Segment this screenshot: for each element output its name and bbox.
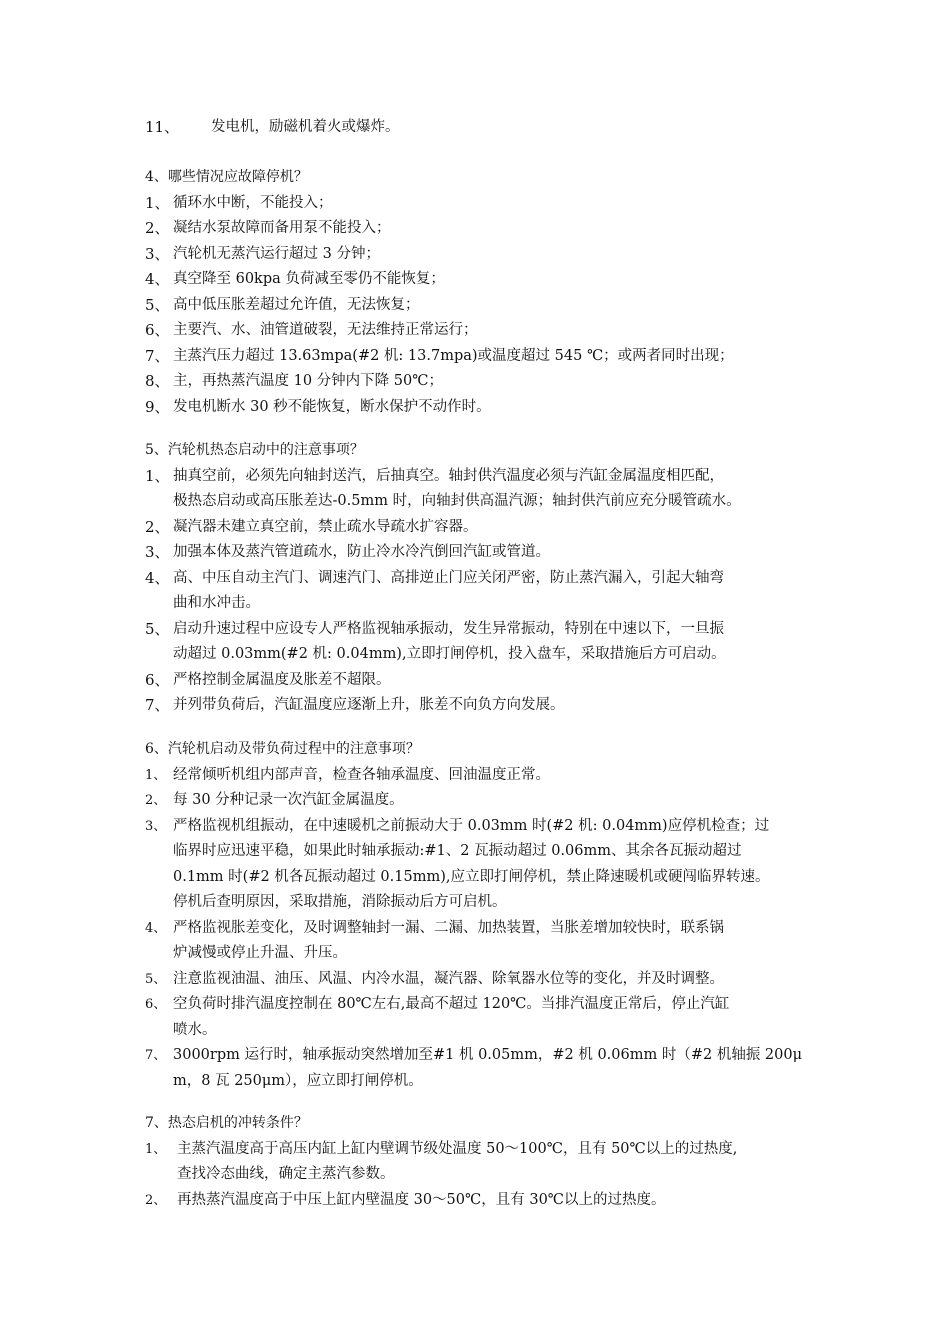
item-text-cont: 0.1mm 时(#2 机各瓦振动超过 0.15mm),应立即打闸停机，禁止降速暖机或硬闯临界转速。 <box>173 868 770 885</box>
item-number: 6、 <box>145 997 167 1012</box>
item-text: 汽轮机无蒸汽运行超过 3 分钟； <box>173 245 380 262</box>
section-heading: 7、热态启机的冲转条件？ <box>145 1115 308 1131</box>
list-item <box>145 1137 825 1188</box>
list-item <box>145 115 825 141</box>
item-number: 3、 <box>145 818 167 834</box>
item-text: 并列带负荷后，汽缸温度应逐渐上升，胀差不向负方向发展。 <box>173 697 565 713</box>
item-text: 注意监视油温、油压、风温、内冷水温，凝汽器、除氧器水位等的变化，并及时调整。 <box>173 970 724 987</box>
item-number: 4、 <box>145 920 167 936</box>
section-heading: 6、汽轮机启动及带负荷过程中的注意事项？ <box>145 741 420 757</box>
item-number: 1、 <box>145 767 167 783</box>
list-item <box>145 216 825 242</box>
list-item <box>145 814 825 916</box>
item-number: 8、 <box>145 372 170 390</box>
list-item <box>145 693 825 719</box>
section-q5 <box>145 438 825 719</box>
list-item <box>145 293 825 319</box>
list-item <box>145 788 825 814</box>
item-text: 空负荷时排汽温度控制在 80℃左右,最高不超过 120℃。当排汽温度正常后，停止汽缸 <box>173 996 730 1012</box>
list-item <box>145 267 825 293</box>
list-item <box>145 369 825 395</box>
item-number: 5、 <box>145 295 170 314</box>
item-number: 11、 <box>145 118 180 136</box>
item-number: 5、 <box>145 619 170 638</box>
list-item <box>145 992 825 1043</box>
item-number: 7、 <box>145 346 170 365</box>
list-item <box>145 464 825 515</box>
section-heading: 4、哪些情况应故障停机？ <box>145 169 308 185</box>
item-number: 7、 <box>145 1048 167 1063</box>
item-number: 2、 <box>145 1192 167 1208</box>
list-item <box>145 242 825 268</box>
item-text: 抽真空前，必须先向轴封送汽，后抽真空。轴封供汽温度必须与汽缸金属温度相匹配， <box>173 467 724 484</box>
item-text: 严格监视胀差变化，及时调整轴封一漏、二漏、加热装置，当胀差增加较快时，联系锅 <box>173 919 724 936</box>
item-text: 高、中压自动主汽门、调速汽门、高排逆止门应关闭严密，防止蒸汽漏入，引起大轴弯 <box>173 569 724 586</box>
list-item <box>145 617 825 668</box>
item-text: 主，再热蒸汽温度 10 分钟内下降 50℃； <box>173 373 443 389</box>
item-text: 凝结水泵故障而备用泵不能投入； <box>173 220 391 236</box>
item-text: 经常倾听机组内部声音，检查各轴承温度、回油温度正常。 <box>173 766 550 783</box>
item-text: 加强本体及蒸汽管道疏水，防止冷水冷汽倒回汽缸或管道。 <box>173 544 550 560</box>
item-text-cont: 炉减慢或停止升温、升压。 <box>173 945 347 961</box>
item-text-cont: m，8 瓦 250μm），应立即打闸停机。 <box>173 1072 423 1089</box>
list-item <box>145 763 825 789</box>
item-number: 5、 <box>145 971 167 987</box>
item-text-cont: 动超过 0.03mm(#2 机: 0.04mm),立即打闸停机，投入盘车，采取措施后方可启动。 <box>173 646 726 662</box>
item-number: 7、 <box>145 696 170 714</box>
item-text: 发电机，励磁机着火或爆炸。 <box>211 119 400 135</box>
list-item <box>145 191 825 217</box>
item-number: 2、 <box>145 793 167 808</box>
item-text: 严格监视机组振动，在中速暖机之前振动大于 0.03mm 时(#2 机: 0.04mm)应停机检查；过 <box>173 817 770 834</box>
list-item <box>145 1188 825 1214</box>
item-number: 6、 <box>145 321 170 339</box>
item-text-cont: 停机后查明原因，采取措施，消除振动后方可启机。 <box>173 894 507 910</box>
item-text: 主蒸汽温度高于高压内缸上缸内壁调节级处温度 50～100℃，且有 50℃以上的过热度, <box>177 1140 738 1157</box>
item-text: 主蒸汽压力超过 13.63mpa(#2 机: 13.7mpa)或温度超过 545 ℃；或两者同时出现； <box>173 347 734 364</box>
item-number: 2、 <box>145 219 170 237</box>
item-text: 3000rpm 运行时，轴承振动突然增加至#1 机 0.05mm，#2 机 0.06mm 时（#2 机轴振 200μ <box>173 1047 803 1063</box>
item-number: 4、 <box>145 568 170 587</box>
section-q4 <box>145 165 825 420</box>
item-text: 主要汽、水、油管道破裂，无法维持正常运行； <box>173 322 478 338</box>
item-number: 1、 <box>145 466 170 485</box>
list-item <box>145 1043 825 1094</box>
item-number: 1、 <box>145 1141 167 1157</box>
item-text: 再热蒸汽温度高于中压上缸内壁温度 30～50℃，且有 30℃以上的过热度。 <box>177 1191 666 1208</box>
section-q7 <box>145 1111 825 1213</box>
item-text: 循环水中断，不能投入； <box>173 194 333 211</box>
item-text: 每 30 分种记录一次汽缸金属温度。 <box>173 792 404 808</box>
list-item <box>145 916 825 967</box>
item-number: 2、 <box>145 517 170 536</box>
item-number: 1、 <box>145 193 170 212</box>
list-item <box>145 515 825 541</box>
item-number: 6、 <box>145 670 170 689</box>
item-text: 高中低压胀差超过允许值，无法恢复； <box>173 296 420 313</box>
list-item <box>145 566 825 617</box>
item-number: 9、 <box>145 397 170 416</box>
list-item <box>145 668 825 694</box>
list-item <box>145 540 825 566</box>
item-text: 真空降至 60kpa 负荷减至零仍不能恢复； <box>173 271 445 287</box>
list-item <box>145 318 825 344</box>
item-text-cont: 查找冷态曲线，确定主蒸汽参数。 <box>177 1166 395 1182</box>
section-heading: 5、汽轮机热态启动中的注意事项？ <box>145 442 364 458</box>
section-q6 <box>145 737 825 1094</box>
item-text: 严格控制金属温度及胀差不超限。 <box>173 671 391 688</box>
list-item <box>145 395 825 421</box>
item-11 <box>145 115 825 141</box>
item-number: 3、 <box>145 244 170 263</box>
item-text: 启动升速过程中应设专人严格监视轴承振动，发生异常振动，特别在中速以下，一旦振 <box>173 620 724 637</box>
list-item <box>145 344 825 370</box>
list-item <box>145 967 825 993</box>
item-text-cont: 喷水。 <box>173 1021 217 1038</box>
item-text-cont: 临界时应迅速平稳，如果此时轴承振动:#1、2 瓦振动超过 0.06mm、其余各瓦振动超过 <box>173 843 742 859</box>
item-text-cont: 曲和水冲击。 <box>173 595 260 611</box>
item-number: 4、 <box>145 270 170 288</box>
item-text-cont: 极热态启动或高压胀差达-0.5mm 时，向轴封供高温汽源；轴封供汽前应充分暖管疏水。 <box>173 493 741 509</box>
item-number: 3、 <box>145 543 170 561</box>
item-text: 发电机断水 30 秒不能恢复，断水保护不动作时。 <box>173 398 491 415</box>
item-text: 凝汽器未建立真空前，禁止疏水导疏水扩容器。 <box>173 518 478 535</box>
